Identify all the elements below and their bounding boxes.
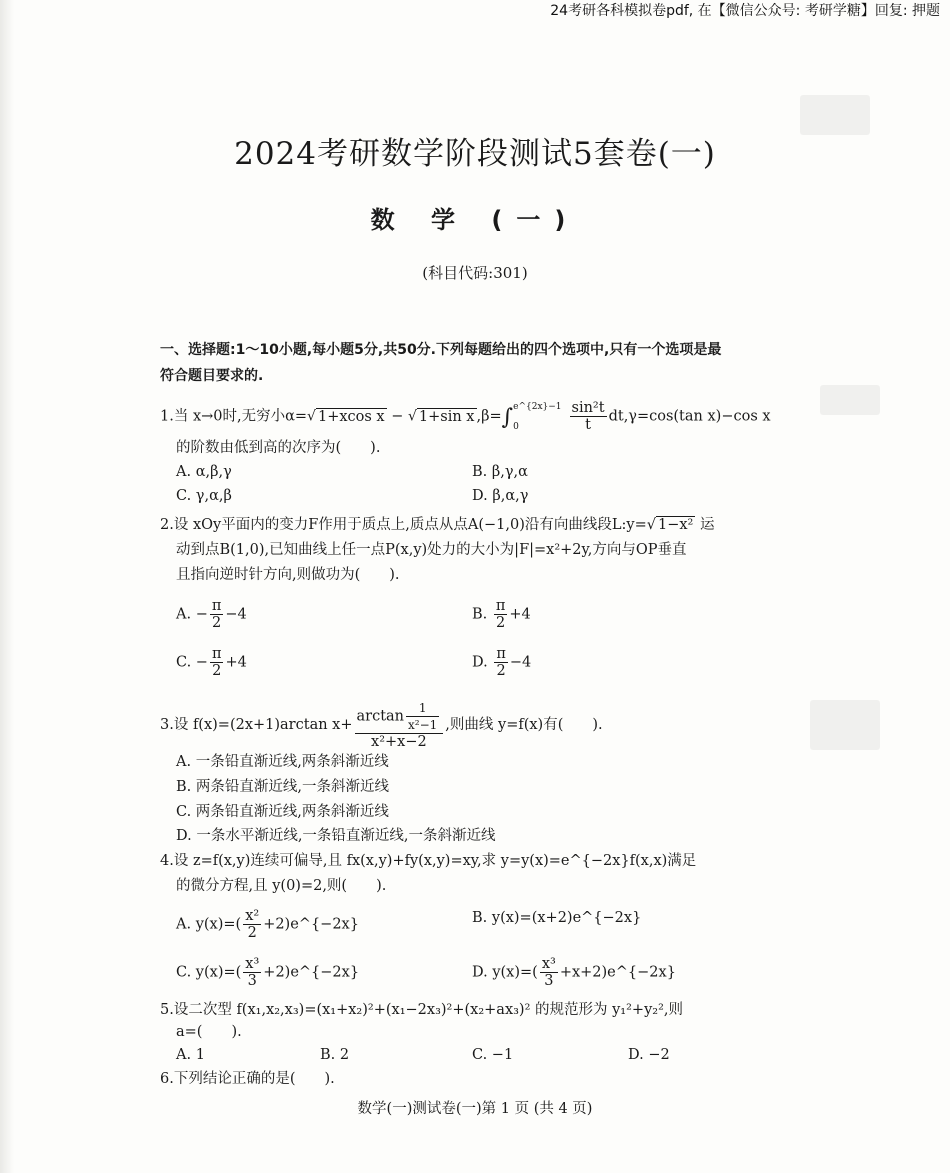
q2-c-suffix: +4 [225, 654, 247, 671]
q4-d-suffix: +x+2)e^{−2x} [559, 964, 676, 981]
scan-edge-shadow [0, 0, 14, 1173]
q2-a-suffix: −4 [225, 606, 247, 623]
q2-option-c [176, 646, 247, 679]
exam-title: 2024考研数学阶段测试5套卷(一) [234, 136, 716, 172]
q2-line1-text: 2.设 xOy平面内的变力F作用于质点上,质点从点A(−1,0)沿有向曲线段L:y= [160, 517, 647, 533]
q5-option-d: D. −2 [628, 1047, 670, 1063]
q2-a-prefix: A. − [176, 606, 208, 623]
q2-d-num: π [496, 646, 506, 662]
q5-stem-line1: 5.设二次型 f(x₁,x₂,x₃)=(x₁+x₂)²+(x₁−2x₃)²+(x₂+ax₃)² 的规范形为 y₁²+y₂²,则 [160, 1002, 684, 1018]
q1-dt: dt [608, 408, 624, 425]
q2-d-suffix: −4 [509, 654, 532, 671]
q4-stem-line2: 的微分方程,且 y(0)=2,则( ). [176, 878, 387, 894]
q2-a-num: π [211, 598, 222, 614]
section-heading-line1: 一、选择题:1～10小题,每小题5分,共50分.下列每题给出的四个选项中,只有一个选项是最 [160, 342, 722, 358]
q2-b-num: π [495, 598, 506, 614]
q2-sqrt: 1−x² [657, 517, 694, 533]
q1-option-c: C. γ,α,β [176, 488, 232, 504]
q3-prefix: 3.设 f(x)=(2x+1)arctan x+ [160, 717, 353, 733]
q3-option-b: B. 两条铅直渐近线,一条斜渐近线 [176, 779, 389, 795]
q4-c-suffix: +2)e^{−2x} [263, 964, 360, 981]
q4-a-den: 2 [247, 925, 257, 941]
q2-c-den: 2 [212, 663, 222, 679]
q2-option-b [472, 598, 531, 631]
q2-b-den: 2 [496, 615, 506, 631]
q1-option-b: B. β,γ,α [472, 464, 528, 480]
scan-smudge [820, 385, 880, 415]
q2-d-den: 2 [496, 663, 506, 679]
q4-stem-line1: 4.设 z=f(x,y)连续可偏导,且 fx(x,y)+fy(x,y)=xy,求 y=y(x)=e^{−2x}f(x,x)满足 [160, 853, 697, 869]
q1-integrand-num: sin²t [571, 400, 605, 416]
subject-heading: 数 学 (一) [370, 206, 580, 234]
q1-gamma: ,γ=cos(tan x)−cos x [623, 408, 771, 425]
promo-banner: 24考研各科模拟卷pdf, 在【微信公众号: 考研学糖】回复: 押题 [550, 3, 940, 19]
q2-line1-end: 运 [695, 517, 715, 533]
q2-d-prefix: D. [472, 654, 493, 671]
q1-sqrt-b: 1+sin x [418, 408, 475, 425]
scan-smudge [810, 700, 880, 750]
q3-option-a: A. 一条铅直渐近线,两条斜渐近线 [176, 754, 389, 770]
q4-d-num: x³ [541, 956, 556, 972]
q3-option-c: C. 两条铅直渐近线,两条斜渐近线 [176, 804, 389, 820]
q3-fraction [355, 700, 444, 750]
q4-a-prefix: A. y(x)=( [176, 916, 242, 933]
q2-option-d [472, 646, 531, 679]
q4-a-suffix: +2)e^{−2x} [263, 916, 359, 933]
section-heading-line2: 符合题目要求的. [160, 368, 264, 384]
q5-option-a: A. 1 [176, 1047, 205, 1063]
q4-c-den: 3 [247, 973, 257, 989]
q6-stem-line1: 6.下列结论正确的是( ). [160, 1071, 335, 1087]
q1-option-d: D. β,α,γ [472, 488, 529, 504]
q2-stem-line3: 且指向逆时针方向,则做功为( ). [176, 567, 400, 583]
q1-prefix: 1.当 x→0时,无穷小α= [160, 408, 308, 425]
q4-option-d [472, 956, 676, 989]
q4-d-prefix: D. y(x)=( [472, 964, 538, 981]
q2-a-den: 2 [211, 615, 222, 631]
q1-upper-limit: e^{2x}−1 [513, 401, 562, 412]
page-footer: 数学(一)测试卷(一)第 1 页 (共 4 页) [357, 1101, 593, 1117]
q5-option-c: C. −1 [472, 1047, 514, 1063]
q3-inner-den: x²−1 [408, 718, 438, 732]
q1-minus: − [386, 408, 408, 425]
q3-inner-num: 1 [406, 700, 439, 717]
q3-option-d: D. 一条水平渐近线,一条铅直渐近线,一条斜渐近线 [176, 828, 496, 844]
q1-beta: ,β= [476, 408, 502, 425]
q3-arctan: arctan [356, 708, 405, 725]
q5-stem-line2: a=( ). [176, 1024, 242, 1040]
q4-option-b: B. y(x)=(x+2)e^{−2x} [472, 910, 642, 926]
q2-c-num: π [211, 646, 222, 662]
q1-integrand-den: t [585, 417, 591, 433]
q3-den: x²+x−2 [371, 734, 427, 750]
q4-c-num: x³ [245, 956, 260, 972]
q1-stem-line2: 的阶数由低到高的次序为( ). [176, 440, 381, 456]
q4-a-num: x² [245, 908, 260, 924]
q1-lower-limit: 0 [513, 421, 519, 432]
q1-stem: 1.当 x→0时,无穷小α=√ 1+xcos x − √ 1+sin x ,β=∫ e^{2x}−1 0 $\frac{\text{sin²t}}{t}$ dt,γ=cos(tan x)−cos x [160, 400, 771, 433]
q4-c-prefix: C. y(x)=( [176, 964, 242, 981]
q1-sqrt-a: 1+xcos x [317, 408, 385, 425]
q2-c-prefix: C. − [176, 654, 208, 671]
q2-option-a [176, 598, 247, 631]
q4-option-c [176, 956, 359, 989]
q4-d-den: 3 [544, 973, 554, 989]
q1-integrand [570, 400, 607, 433]
q1-option-a: A. α,β,γ [176, 464, 232, 480]
q4-option-a [176, 908, 359, 941]
q5-option-b: B. 2 [320, 1047, 350, 1063]
subject-code: (科目代码:301) [422, 264, 528, 282]
q2-b-prefix: B. [472, 606, 492, 623]
q2-stem-line2: 动到点B(1,0),已知曲线上任一点P(x,y)处力的大小为|F|=x²+2y,方向与OP垂直 [176, 542, 687, 558]
q3-suffix: ,则曲线 y=f(x)有( ). [445, 717, 603, 733]
q3-stem [160, 700, 603, 750]
q2-stem-line1: 2.设 xOy平面内的变力F作用于质点上,质点从点A(−1,0)沿有向曲线段L:y=√ 1−x² 运 [160, 517, 715, 533]
q2-b-suffix: +4 [509, 606, 531, 623]
q1-integral-sign: ∫ [501, 404, 514, 430]
